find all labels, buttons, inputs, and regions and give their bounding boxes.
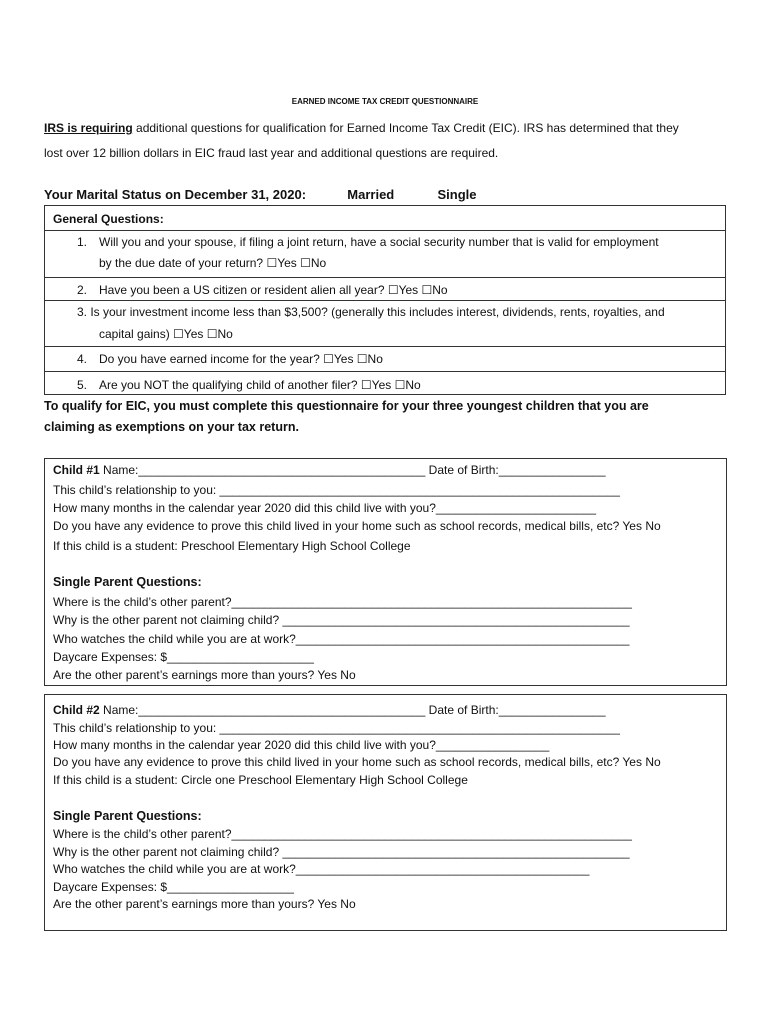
child-2-daycare-field[interactable]: Daycare Expenses: $___________________ xyxy=(53,880,294,894)
child-1-daycare-field[interactable]: Daycare Expenses: $______________________ xyxy=(53,650,314,664)
table-row-divider xyxy=(45,230,725,231)
child-1-relationship-field[interactable]: This child’s relationship to you: ____________________________________________________________ xyxy=(53,483,620,497)
child-1-name-field[interactable]: Name:___________________________________________ Date of Birth:________________ xyxy=(99,463,606,477)
child-2-relationship-field[interactable]: This child’s relationship to you: ____________________________________________________________ xyxy=(53,721,620,735)
child-1-months-field[interactable]: How many months in the calendar year 2020 did this child live with you?________________________ xyxy=(53,501,597,515)
general-questions-table xyxy=(44,205,726,395)
child-2-who-watches-field[interactable]: Who watches the child while you are at work?____________________________________________ xyxy=(53,862,590,876)
child-2-student-options[interactable]: If this child is a student: Circle one Preschool Elementary High School College xyxy=(53,773,468,787)
child-2-name-row xyxy=(53,703,606,717)
q1-text: Will you and your spouse, if filing a joint return, have a social security number that is valid for employment xyxy=(99,235,659,249)
q3-text: 3. Is your investment income less than $3,500? (generally this includes interest, dividends, rents, royalties, and xyxy=(77,305,665,319)
q2-text: Have you been a US citizen or resident alien all year? ☐Yes ☐No xyxy=(99,283,448,297)
q4-text: Do you have earned income for the year? ☐Yes ☐No xyxy=(99,352,383,366)
intro-rest: additional questions for qualification for Earned Income Tax Credit (EIC). IRS has determined that they xyxy=(132,121,679,135)
child-2-single-parent-heading: Single Parent Questions: xyxy=(53,809,202,823)
qualify-text-line-2: claiming as exemptions on your tax return. xyxy=(44,420,299,434)
general-questions-heading: General Questions: xyxy=(53,212,164,226)
child-2-section xyxy=(44,694,727,931)
child-1-section xyxy=(44,458,727,686)
child-2-earnings-question[interactable]: Are the other parent’s earnings more than yours? Yes No xyxy=(53,897,356,911)
marital-label: Your Marital Status on December 31, 2020: xyxy=(44,187,307,202)
q5-number: 5. xyxy=(77,378,88,392)
child-1-label: Child #1 xyxy=(53,463,100,477)
q4-number: 4. xyxy=(77,352,88,366)
child-2-why-field[interactable]: Why is the other parent not claiming child? ____________________________________________________ xyxy=(53,845,630,859)
table-row-divider xyxy=(45,300,725,301)
intro-lead: IRS is requiring xyxy=(44,121,133,135)
child-1-student-options[interactable]: If this child is a student: Preschool Elementary High School College xyxy=(53,539,411,553)
child-2-months-field[interactable]: How many months in the calendar year 2020 did this child live with you?_________________ xyxy=(53,738,550,752)
table-row-divider xyxy=(45,346,725,347)
child-2-evidence-question[interactable]: Do you have any evidence to prove this child lived in your home such as school records, medical bills, etc? Yes No xyxy=(53,755,661,769)
child-1-single-parent-heading: Single Parent Questions: xyxy=(53,575,202,589)
q1-text-cont: by the due date of your return? ☐Yes ☐No xyxy=(99,256,327,270)
document-title: EARNED INCOME TAX CREDIT QUESTIONNAIRE xyxy=(291,97,479,106)
child-1-other-parent-field[interactable]: Where is the child’s other parent?____________________________________________________________ xyxy=(53,595,632,609)
q5-text: Are you NOT the qualifying child of another filer? ☐Yes ☐No xyxy=(99,378,421,392)
child-1-earnings-question[interactable]: Are the other parent’s earnings more than yours? Yes No xyxy=(53,668,356,682)
q2-number: 2. xyxy=(77,283,88,297)
marital-status xyxy=(44,187,477,202)
marital-option-married[interactable]: Married xyxy=(347,187,395,202)
child-1-name-row xyxy=(53,463,606,477)
table-row-divider xyxy=(45,371,725,372)
child-2-other-parent-field[interactable]: Where is the child’s other parent?____________________________________________________________ xyxy=(53,827,632,841)
q1-number: 1. xyxy=(77,235,88,249)
marital-option-single[interactable]: Single xyxy=(437,187,477,202)
child-1-evidence-question[interactable]: Do you have any evidence to prove this child lived in your home such as school records, medical bills, etc? Yes No xyxy=(53,519,661,533)
intro-line-2: lost over 12 billion dollars in EIC fraud last year and additional questions are required. xyxy=(44,146,499,160)
child-2-label: Child #2 xyxy=(53,703,100,717)
child-2-name-field[interactable]: Name:___________________________________________ Date of Birth:________________ xyxy=(99,703,606,717)
intro-line-1 xyxy=(44,121,679,135)
q3-text-cont: capital gains) ☐Yes ☐No xyxy=(99,327,233,341)
qualify-text-line-1: To qualify for EIC, you must complete this questionnaire for your three youngest children that you are xyxy=(44,399,649,413)
table-row-divider xyxy=(45,277,725,278)
child-1-why-field[interactable]: Why is the other parent not claiming child? ____________________________________________________ xyxy=(53,613,630,627)
child-1-who-watches-field[interactable]: Who watches the child while you are at work?__________________________________________________ xyxy=(53,632,630,646)
